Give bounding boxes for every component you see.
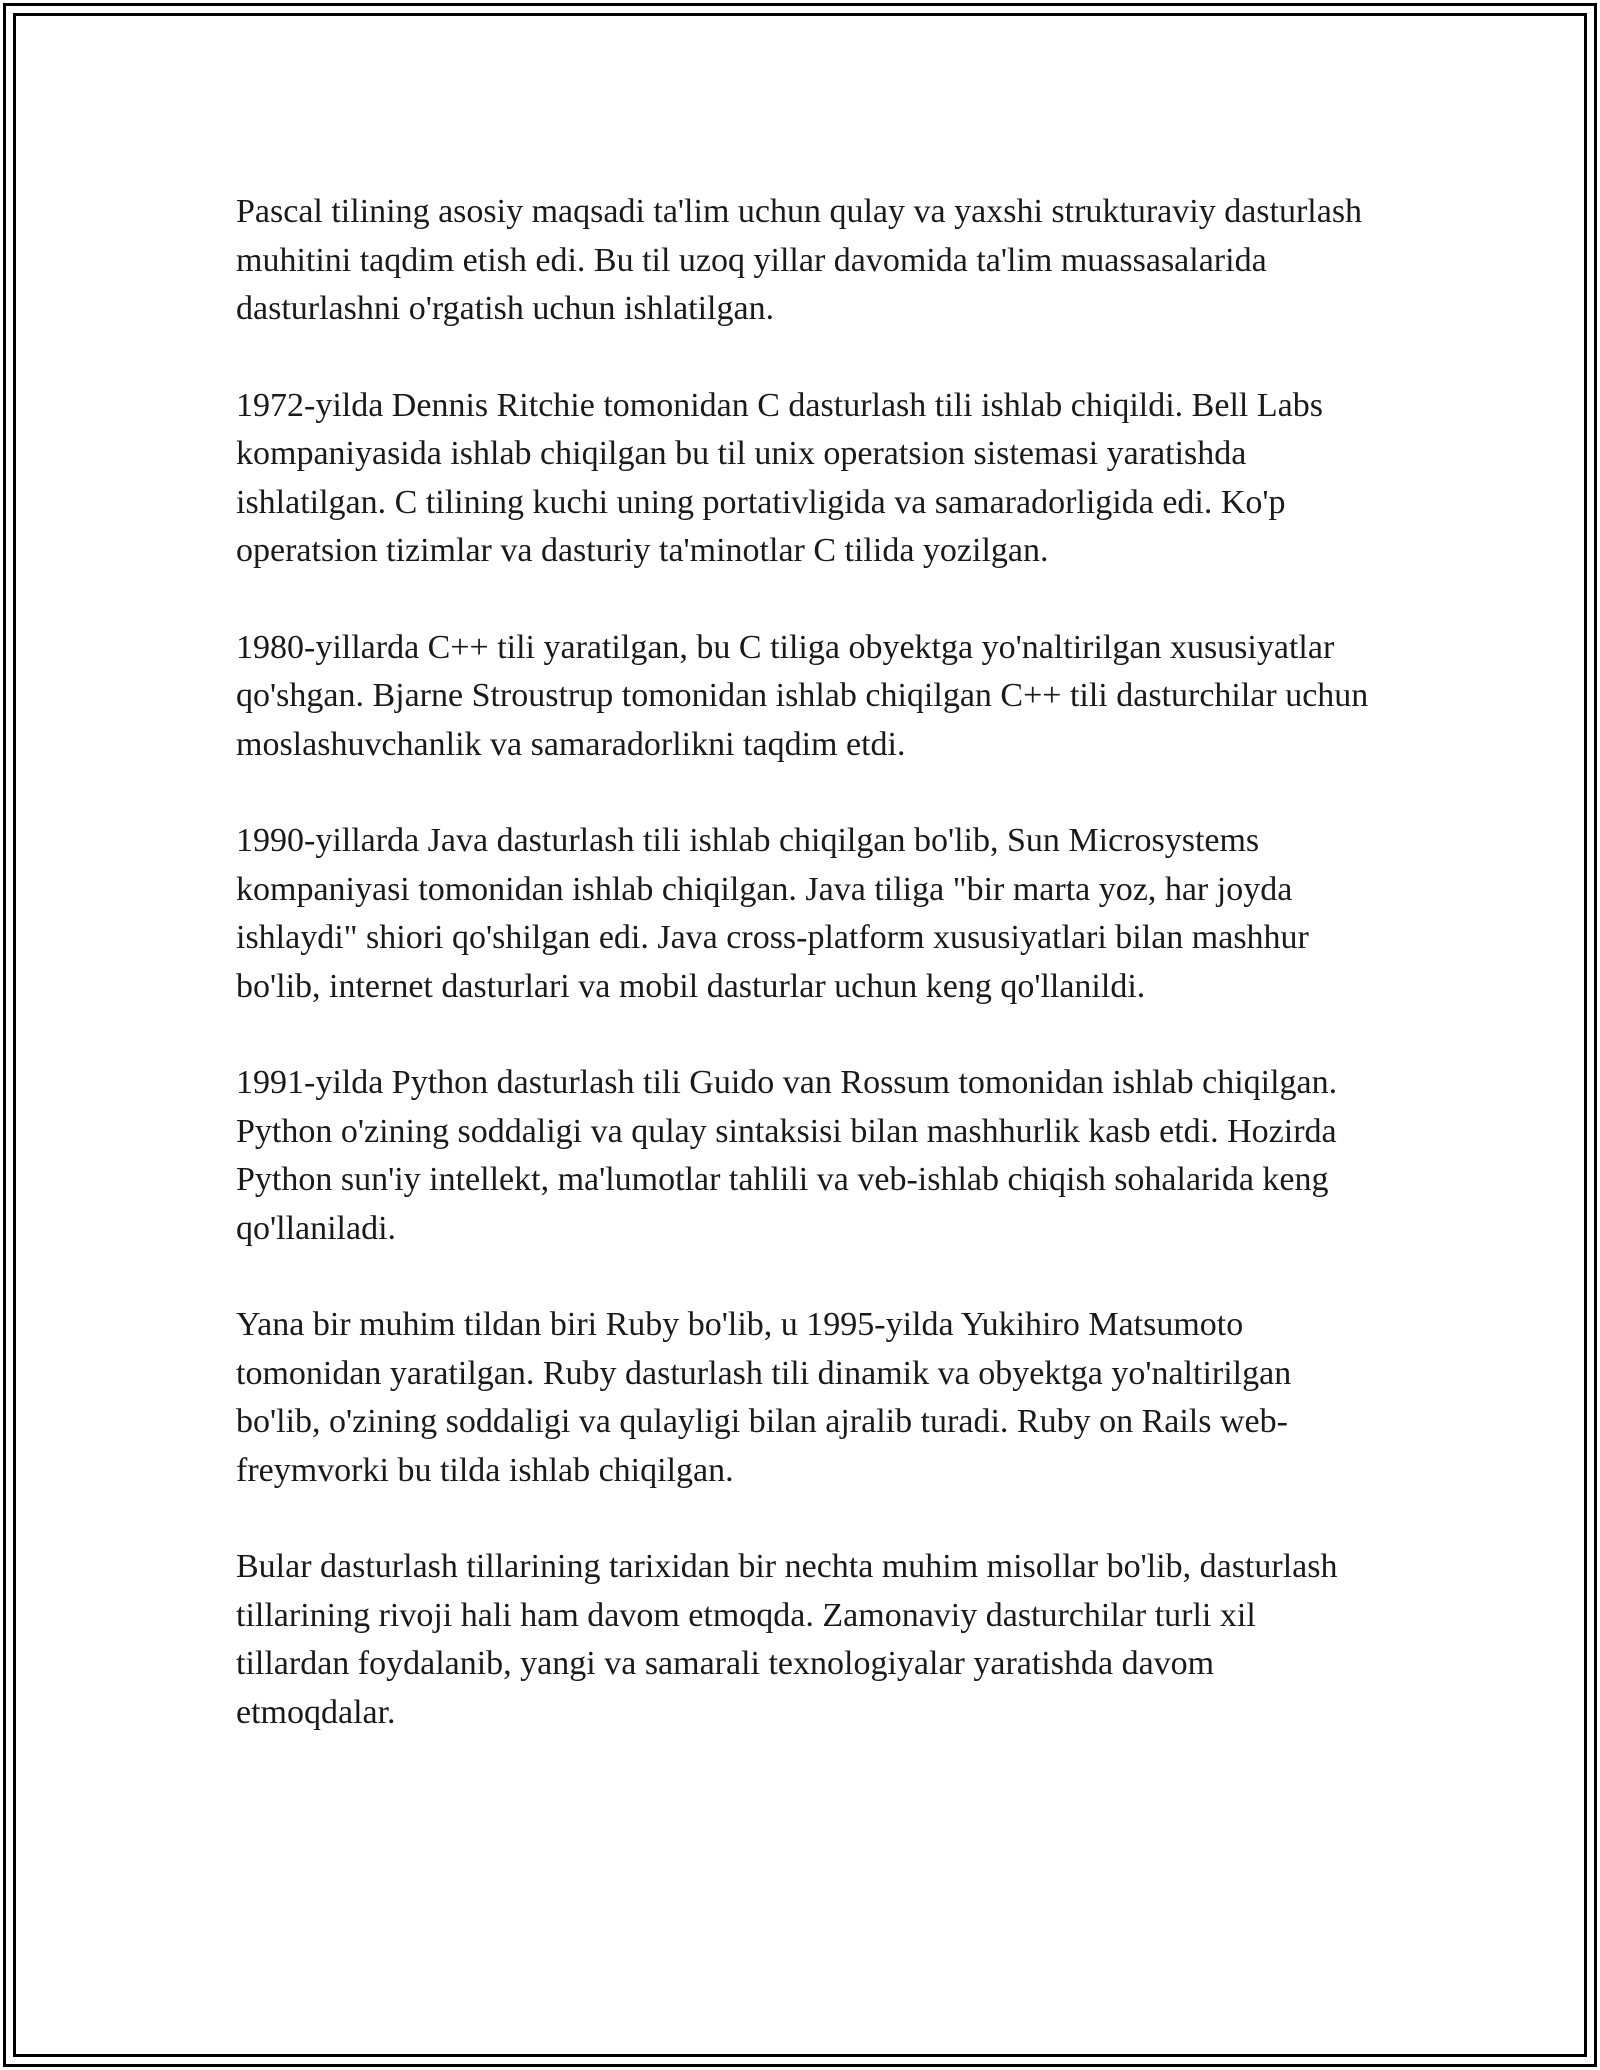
paragraph-python: 1991-yilda Python dasturlash tili Guido van Rossum tomonidan ishlab chiqilgan. Python o'zining soddaligi va qulay sintaksisi bilan mashhurlik kasb etdi. Hozirda Python sun'iy intellekt, ma'lumotlar tahlili va veb-ishlab chiqish sohalarida keng qo'llaniladi. [236, 1064, 1338, 1247]
paragraph-cpp: 1980-yillarda C++ tili yaratilgan, bu C tiliga obyektga yo'naltirilgan xususiyatlar qo'shgan. Bjarne Stroustrup tomonidan ishlab chiqilgan C++ tili dasturchilar uchun moslashuvchanlik va samaradorlikni taqdim etdi. [236, 628, 1369, 763]
paragraph-pascal: Pascal tilining asosiy maqsadi ta'lim uchun qulay va yaxshi strukturaviy dasturlash muhitini taqdim etish edi. Bu til uzoq yillar davomida ta'lim muassasalarida dasturlashni o'rgatish uchun ishlatilgan. [236, 193, 1363, 327]
paragraph-conclusion: Bular dasturlash tillarining tarixidan bir nechta muhim misollar bo'lib, dasturlash tillarining rivoji hali ham davom etmoqda. Zamonaviy dasturchilar turli xil tillardan foydalanib, yangi va samarali texnologiyalar yaratishda davom etmoqdalar. [236, 1548, 1338, 1731]
document-body [236, 188, 1376, 1785]
paragraph-ruby: Yana bir muhim tildan biri Ruby bo'lib, u 1995-yilda Yukihiro Matsumoto tomonidan yaratilgan. Ruby dasturlash tili dinamik va obyektga yo'naltirilgan bo'lib, o'zining soddaligi va qulayligi bilan ajralib turadi. Ruby on Rails web-freymvorki bu tilda ishlab chiqilgan. [236, 1306, 1292, 1489]
paragraph-c: 1972-yilda Dennis Ritchie tomonidan C dasturlash tili ishlab chiqildi. Bell Labs kompaniyasida ishlab chiqilgan bu til unix operatsion sistemasi yaratishda ishlatilgan. C tilining kuchi uning portativligida va samaradorligida edi. Ko'p operatsion tizimlar va dasturiy ta'minotlar C tilida yozilgan. [236, 386, 1323, 569]
paragraph-java: 1990-yillarda Java dasturlash tili ishlab chiqilgan bo'lib, Sun Microsystems kompaniyasi tomonidan ishlab chiqilgan. Java tiliga "bir marta yoz, har joyda ishlaydi" shiori qo'shilgan edi. Java cross-platform xususiyatlari bilan mashhur bo'lib, internet dasturlari va mobil dasturlar uchun keng qo'llanildi. [236, 822, 1309, 1005]
